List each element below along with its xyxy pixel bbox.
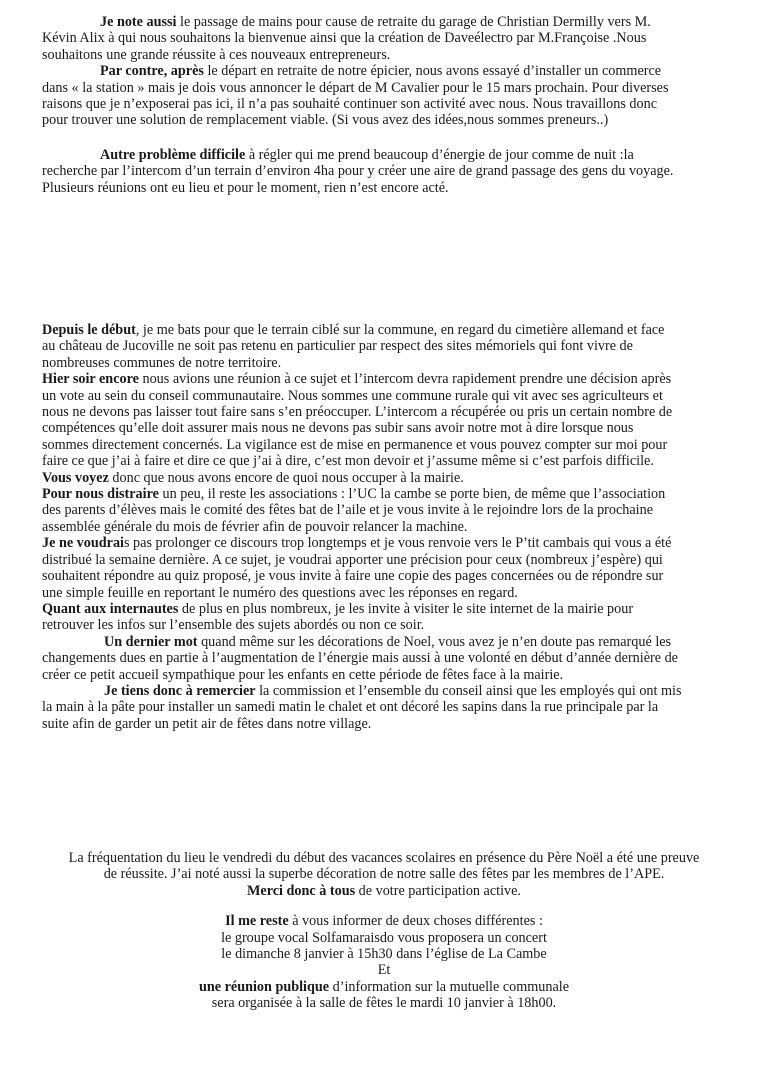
- bold-lead: Pour nous distraire: [42, 486, 159, 503]
- paragraph-remercier: [42, 683, 732, 732]
- text-line: assemblée générale du mois de février afin de pouvoir relancer la machine.: [42, 518, 468, 535]
- text-line: compétences qu’elle doit assurer mais nous ne devons pas subir sans avoir notre mot à dire lorsque nous: [42, 420, 634, 437]
- text-line: des parents d’élèves mais le comité des fêtes bat de l’aile et je vous invite à le rejoindre lors de la prochaine: [42, 502, 654, 519]
- text-line: s pas prolonger ce discours trop longtemps et je vous renvoie vers le P’tit cambais qui vous a été: [123, 535, 672, 552]
- paragraph-je-ne-voudrais: [42, 535, 732, 601]
- bold-lead: Quant aux internautes: [42, 600, 179, 617]
- text-line: sommes directement concernés. La vigilance est de mise en permanence et vous pouvez compter sur moi pour: [42, 436, 668, 453]
- bold-lead: Je tiens donc à remercier: [104, 682, 256, 699]
- text-line: quand même sur les décorations de Noel, vous avez je n’en doute pas remarqué les: [197, 633, 672, 650]
- text-line: la main à la pâte pour installer un samedi matin le chalet et ont décoré les sapins dans la rue principale par la: [42, 699, 659, 716]
- meeting-date-line: sera organisée à la salle de fêtes le mardi 10 janvier à 18h00.: [211, 995, 557, 1012]
- paragraph-internautes: [42, 601, 732, 634]
- closing-line: La fréquentation du lieu le vendredi du début des vacances scolaires en présence du Père Noël a été une preuve: [68, 850, 700, 866]
- bold-lead: Un dernier mot: [104, 633, 198, 650]
- text-line: nombreuses communes de notre territoire.: [42, 354, 282, 371]
- bold-lead: Hier soir encore: [42, 371, 139, 388]
- bold-lead: Par contre, après: [100, 63, 204, 80]
- text-line: à vous informer de deux choses différentes :: [288, 913, 543, 930]
- paragraph-vous-voyez: [42, 470, 732, 486]
- bold-lead: Je ne voudrai: [42, 535, 124, 552]
- text-line: le passage de mains pour cause de retraite du garage de Christian Dermilly vers M.: [176, 14, 651, 30]
- text-line: retrouver les infos sur l’ensemble des sujets abordés ou non ce soir.: [42, 617, 425, 634]
- concert-line: le groupe vocal Solfamaraisdo vous proposera un concert: [221, 929, 547, 946]
- text-line: de votre participation active.: [355, 882, 521, 899]
- paragraph-pour-nous-distraire: [42, 486, 732, 535]
- thanks-line: [20, 883, 748, 899]
- text-line: de plus en plus nombreux, je les invite à visiter le site internet de la mairie pour: [178, 600, 634, 617]
- text-line: à régler qui me prend beaucoup d’énergie de jour comme de nuit :la: [245, 146, 634, 163]
- bottom-section: [20, 850, 748, 1012]
- text-line: suite afin de garder un petit air de fêtes dans notre village.: [42, 715, 372, 732]
- text-line: un peu, il reste les associations : l’UC la cambe se porte bien, de même que l’association: [158, 486, 666, 503]
- text-line: pour trouver une solution de remplacement viable. (Si vous avez des idées,nous sommes preneurs..): [42, 112, 609, 129]
- bold-lead: une réunion publique: [198, 978, 330, 995]
- text-line: , je me bats pour que le terrain ciblé sur la commune, en regard du cimetière allemand et face: [135, 322, 665, 338]
- bold-lead: Depuis le début: [42, 322, 136, 338]
- text-line: Kévin Alix à qui nous souhaitons la bienvenue ainsi que la création de Daveélectro par M.Françoise .Nous: [42, 30, 647, 47]
- conjunction-line: Et: [377, 962, 391, 979]
- text-line: nous avions une réunion à ce sujet et l’intercom devra rapidement prendre une décision après: [138, 371, 672, 388]
- top-section: [42, 14, 732, 196]
- text-line: raisons que je n’exposerai pas ici, il n’a pas souhaité continuer son activité avec nous. Nous travaillons donc: [42, 96, 658, 113]
- text-line: donc que nous avons encore de quoi nous occuper à la mairie.: [108, 469, 464, 486]
- text-line: Plusieurs réunions ont eu lieu et pour le moment, rien n’est encore acté.: [42, 179, 449, 196]
- text-line: faire ce que j’ai à faire et dire ce que j’ai à dire, c’est mon devoir et j’assume même si c’est parfois difficile.: [42, 453, 654, 470]
- paragraph-depuis-le-debut: [42, 322, 732, 371]
- paragraph-par-contre: [42, 63, 732, 129]
- text-line: un vote au sein du conseil communautaire. Nous sommes une commune rurale qui vit avec ses agriculteurs et: [42, 387, 663, 404]
- text-line: d’information sur la mutuelle communale: [329, 978, 570, 995]
- text-line: au château de Jucoville ne soit pas retenu en particulier par respect des sites mémoriels qui font vivre de: [42, 338, 633, 355]
- text-line: souhaitent répondre au quiz proposé, je vous invite à faire une copie des pages concernées ou de répondre sur: [42, 568, 664, 585]
- text-line: changements dues en partie à l’augmentation de l’énergie mais aussi à une volonté en début d’année dernière de: [42, 650, 678, 667]
- bold-lead: Je note aussi: [100, 14, 177, 30]
- text-line: la commission et l’ensemble du conseil ainsi que les employés qui ont mis: [255, 682, 682, 699]
- meeting-line: [20, 979, 748, 995]
- middle-section: [42, 322, 732, 732]
- bold-lead: Merci donc à tous: [247, 882, 356, 899]
- text-line: recherche par l’intercom d’un terrain d’environ 4ha pour y créer une aire de grand passage des gens du voyage.: [42, 163, 674, 180]
- bold-lead: Vous voyez: [42, 469, 109, 486]
- text-line: souhaitons une grande réussite à ces nouveaux entrepreneurs.: [42, 46, 391, 63]
- closing-line: de réussite. J’ai noté aussi la superbe décoration de notre salle des fêtes par les membres de l’APE.: [103, 866, 665, 883]
- paragraph-autre-probleme: [42, 147, 732, 196]
- bold-lead: Autre problème difficile: [100, 146, 246, 163]
- paragraph-hier-soir: [42, 371, 732, 469]
- paragraph-note-aussi: [42, 14, 732, 63]
- text-line: distribué la semaine dernière. A ce sujet, je voudrai apporter une précision pour ceux (nombreux j’espère) qui: [42, 551, 663, 568]
- text-line: le départ en retraite de notre épicier, nous avons essayé d’installer un commerce: [203, 63, 662, 80]
- info-intro-line: [20, 913, 748, 929]
- paragraph-dernier-mot: [42, 634, 732, 683]
- text-line: dans « la station » mais je dois vous annoncer le départ de M Cavalier pour le 15 mars prochain. Pour diverses: [42, 79, 669, 96]
- text-line: nous ne devons pas laisser tout faire sans s’en préoccuper. L’intercom a récupérée ou pris un certain nombre de: [42, 404, 673, 421]
- bold-lead: Il me reste: [225, 913, 289, 930]
- concert-date-line: le dimanche 8 janvier à 15h30 dans l’église de La Cambe: [221, 946, 547, 963]
- text-line: créer ce petit accueil sympathique pour les enfants en cette période de fêtes face à la mairie.: [42, 666, 564, 683]
- text-line: une simple feuille en reportant le numéro des questions avec les réponses en regard.: [42, 584, 518, 601]
